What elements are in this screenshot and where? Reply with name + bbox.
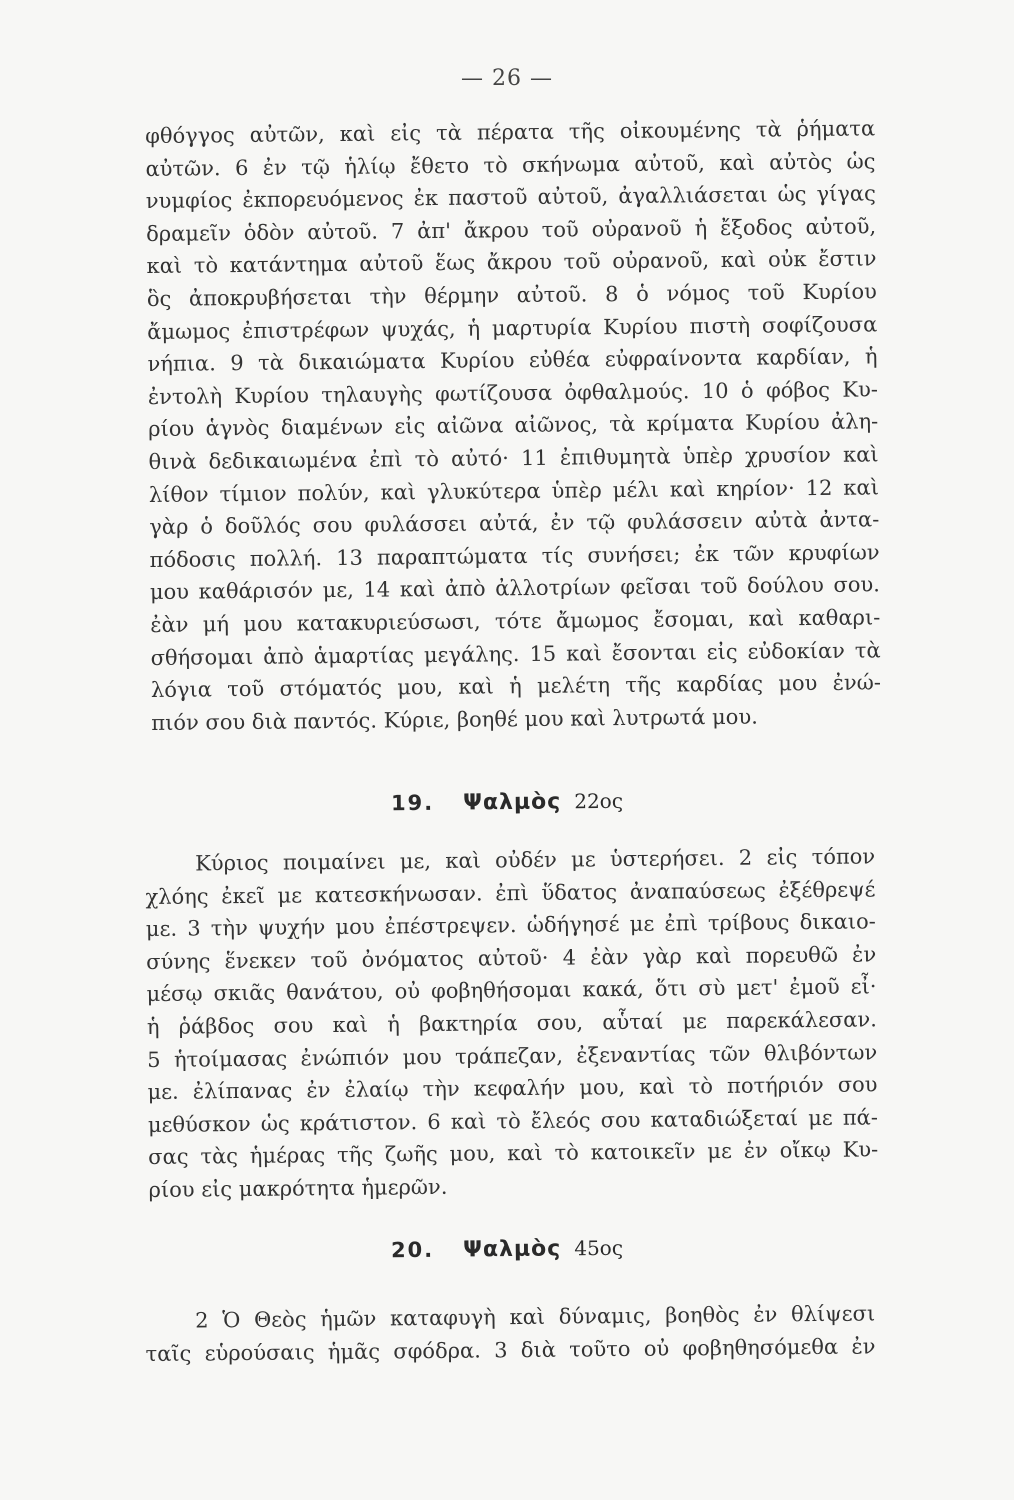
text-line: σας τὰς ἡμέρας τῆς ζωῆς μου, καὶ τὸ κατοικεῖν με ἐν οἴκῳ Κυ-	[148, 1137, 879, 1170]
psalm-22-text	[145, 840, 879, 1206]
section-title: Ψαλμὸς	[463, 1236, 562, 1263]
text-line: σθήσομαι ἀπὸ ἁμαρτίας μεγάλης. 15 καὶ ἔσονται εἰς εὐδοκίαν τὰ	[150, 637, 881, 670]
text-line: χλόης ἐκεῖ με κατεσκήνωσαν. ἐπὶ ὕδατος ἀναπαύσεως ἐξέθρεψέ	[145, 876, 876, 909]
text-line: ἡ ῥάβδος σου καὶ ἡ βακτηρία σου, αὗταί με παρεκάλεσαν.	[146, 1007, 877, 1039]
text-line: νυμφίος ἐκπορευόμενος ἐκ παστοῦ αὐτοῦ, ἀγαλλιάσεται ὡς γίγας	[145, 181, 876, 214]
text-line: 5 ἡτοίμασας ἐνώπιόν μου τράπεζαν, ἐξεναντίας τῶν θλιβόντων	[147, 1039, 878, 1072]
text-line: ρίου εἰς μακρότητα ἡμερῶν.	[148, 1174, 448, 1202]
text-line: μεθύσκον ὡς κράτιστον. 6 καὶ τὸ ἔλεός σου καταδιώξεταί με πά-	[147, 1105, 878, 1137]
text-line: με. ἐλίπανας ἐν ἐλαίῳ τὴν κεφαλήν μου, καὶ τὸ ποτήριόν σου	[147, 1072, 878, 1105]
text-line: θινὰ δεδικαιωμένα ἐπὶ τὸ αὐτό· 11 ἐπιθυμητὰ ὑπὲρ χρυσίον καὶ	[148, 442, 879, 474]
text-line: δραμεῖν ὁδὸν αὐτοῦ. 7 ἀπ' ἄκρου τοῦ οὐρανοῦ ἡ ἔξοδος αὐτοῦ,	[146, 214, 877, 246]
text-line: καὶ τὸ κατάντημα αὐτοῦ ἕως ἄκρου τοῦ οὐρανοῦ, καὶ οὐκ ἔστιν	[146, 246, 877, 279]
text-line: μέσῳ σκιᾶς θανάτου, οὐ φοβηθήσομαι κακά, ὅτι σὺ μετ' ἐμοῦ εἶ·	[146, 974, 877, 1007]
text-line: πόδοσις πολλή. 13 παραπτώματα τίς συνήσει; ἐκ τῶν κρυφίων	[149, 540, 880, 572]
section-number: 20.	[390, 1237, 435, 1263]
text-line: ἄμωμος ἐπιστρέφων ψυχάς, ἡ μαρτυρία Κυρίου πιστὴ σοφίζουσα	[147, 311, 878, 344]
text-line: νήπια. 9 τὰ δικαιώματα Κυρίου εὐθέα εὐφραίνοντα καρδίαν, ἡ	[147, 344, 878, 377]
text-line: φθόγγος αὐτῶν, καὶ εἰς τὰ πέρατα τῆς οἰκουμένης τὰ ῥήματα	[145, 116, 876, 148]
text-line: αὐτῶν. 6 ἐν τῷ ἡλίῳ ἔθετο τὸ σκήνωμα αὐτοῦ, καὶ αὐτὸς ὡς	[145, 148, 876, 181]
section-title: Ψαλμὸς	[463, 789, 562, 816]
text-line: ταῖς εὑρούσαις ἡμᾶς σφόδρα. 3 διὰ τοῦτο οὐ φοβηθησόμεθα ἐν	[145, 1333, 876, 1366]
text-line: ἐντολὴ Κυρίου τηλαυγὴς φωτίζουσα ὀφθαλμούς. 10 ὁ φόβος Κυ-	[147, 377, 878, 409]
text-line: ἐὰν μή μου κατακυριεύσωσι, τότε ἄμωμος ἔσομαι, καὶ καθαρι-	[150, 605, 881, 637]
text-line: μου καθάρισόν με, 14 καὶ ἀπὸ ἀλλοτρίων φεῖσαι τοῦ δούλου σου.	[149, 572, 881, 605]
psalm-20-heading	[0, 1232, 1014, 1268]
text-line: με. 3 τὴν ψυχήν μου ἐπέστρεψεν. ὡδήγησέ με ἐπὶ τρίβους δικαιο-	[145, 909, 876, 942]
text-line: λίθον τίμιον πολύν, καὶ γλυκύτερα ὑπὲρ μέλι καὶ κηρίον· 12 καὶ	[148, 474, 880, 507]
text-line: λόγια τοῦ στόματός μου, καὶ ἡ μελέτη τῆς καρδίας μου ἐνώ-	[150, 670, 882, 703]
psalm-18-continuation	[145, 112, 881, 739]
text-line: 2 Ὁ Θεὸς ἡμῶν καταφυγὴ καὶ δύναμις, βοηθὸς ἐν θλίψεσι	[195, 1301, 876, 1333]
page-number: — 26 —	[461, 66, 553, 91]
psalm-ordinal: 22ος	[574, 788, 624, 814]
psalm-ordinal: 45ος	[574, 1235, 624, 1261]
text-line: Κύριος ποιμαίνει με, καὶ οὐδέν με ὑστερήσει. 2 εἰς τόπον	[195, 844, 876, 876]
text-line: ὃς ἀποκρυβήσεται τὴν θέρμην αὐτοῦ. 8 ὁ νόμος τοῦ Κυρίου	[146, 279, 877, 311]
psalm-45-text	[145, 1297, 876, 1370]
text-line: ρίου ἁγνὸς διαμένων εἰς αἰῶνα αἰῶνος, τὰ κρίματα Κυρίου ἀλη-	[148, 409, 879, 442]
text-line: γὰρ ὁ δοῦλός σου φυλάσσει αὐτά, ἐν τῷ φυλάσσειν αὐτὰ ἀντα-	[149, 507, 880, 540]
psalm-19-heading	[0, 785, 1014, 821]
text-line: πιόν σου διὰ παντός. Κύριε, βοηθέ μου καὶ λυτρωτά μου.	[151, 704, 758, 735]
text-line: σύνης ἕνεκεν τοῦ ὀνόματος αὐτοῦ· 4 ἐὰν γὰρ καὶ πορευθῶ ἐν	[146, 942, 877, 974]
section-number: 19.	[390, 790, 435, 816]
